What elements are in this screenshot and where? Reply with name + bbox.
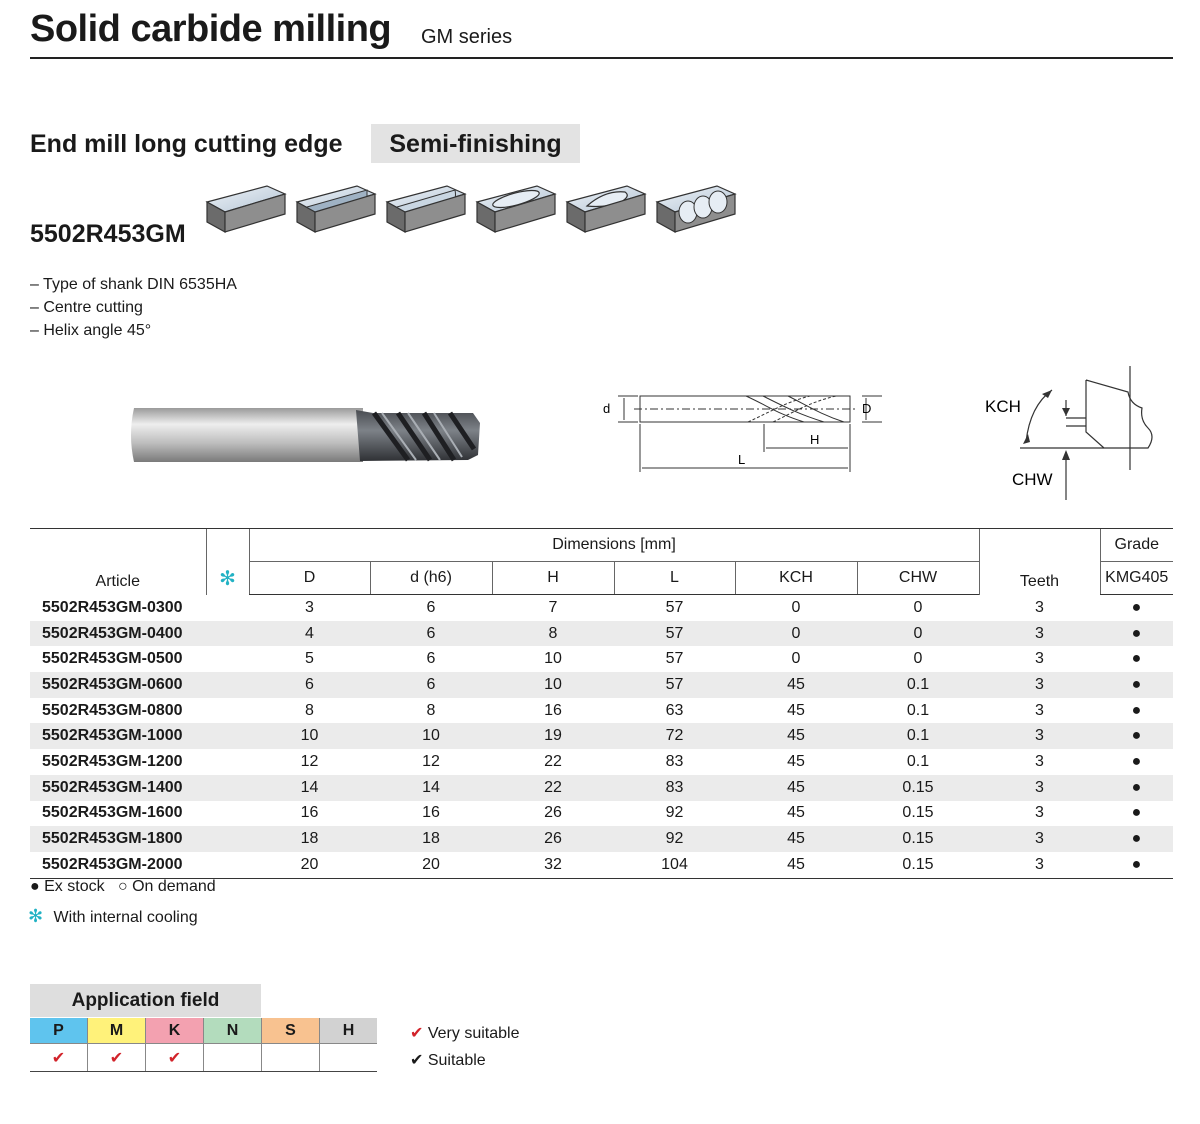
cell-d: 10 [370,723,492,749]
cell-article: 5502R453GM-1400 [30,775,206,801]
check-cell-empty [204,1044,262,1072]
cell-cooling [206,595,249,621]
series-label: GM series [421,26,513,48]
cell-D: 16 [300,804,319,822]
material-K: K [146,1018,204,1044]
column-header-grade: KMG405 [1100,562,1173,595]
cell-D: 12 [300,752,319,770]
cell-D: 8 [305,701,314,719]
cell-cooling [206,826,249,852]
very-suitable-legend [410,1020,519,1047]
end-mill-image [128,405,483,465]
column-header-L: L [614,562,735,595]
drawing-label-D: D [862,401,872,416]
cell-cooling [206,749,249,775]
feature-item: – Helix angle 45° [30,322,152,339]
material-P: P [30,1018,88,1044]
material-M: M [88,1018,146,1044]
cell-grade: ● [1100,852,1173,878]
cell-H: 22 [544,752,562,770]
table-row [30,749,1173,775]
operation-icons [205,180,745,244]
column-header-KCH: KCH [735,562,857,595]
dimensions-table [30,528,1173,879]
cell-KCH: 0 [791,598,801,616]
cell-d: 12 [422,752,440,770]
on-demand-icon: ○ [117,878,128,895]
cell-cooling [206,852,249,878]
cell-CHW: 0 [857,621,979,647]
cell-KCH: 0 [791,650,801,668]
cell-CHW: 0.15 [857,826,979,852]
column-header-teeth: Teeth [979,529,1100,595]
cell-L: 83 [665,752,684,770]
cell-KCH: 45 [735,672,857,698]
cell-cooling [206,646,249,672]
slot-milling-icon [387,186,465,232]
cell-teeth: 3 [979,672,1100,698]
cell-KCH: 45 [787,701,805,719]
check-cell-empty [262,1044,320,1072]
cell-grade: ● [1131,598,1142,616]
cell-d: 6 [426,598,436,616]
cell-grade: ● [1131,752,1142,770]
suitability-row [30,1044,377,1072]
dimensions-table-body [30,595,1173,879]
cell-D: 18 [249,826,370,852]
application-field-title: Application field [30,984,261,1017]
column-header-d: d (h6) [370,562,492,595]
pocket-milling-icon [477,186,555,232]
cell-CHW: 0.15 [902,804,934,822]
cell-d: 6 [426,650,436,668]
table-row [30,826,1173,852]
cell-H: 26 [544,804,562,822]
column-header-CHW: CHW [857,562,979,595]
material-row [30,1018,377,1044]
shoulder-milling-icon [297,186,375,232]
drawing-label-d: d [603,401,611,416]
cell-L: 63 [665,701,684,719]
dimensions-group-header: Dimensions [mm] [249,529,979,562]
drawing-label-H: H [810,432,820,447]
cell-article: 5502R453GM-0500 [42,650,183,668]
grade-group-header: Grade [1100,529,1173,562]
cell-d: 14 [370,775,492,801]
cell-teeth: 3 [1035,650,1044,668]
cell-article: 5502R453GM-1000 [30,723,206,749]
table-row [30,646,1173,672]
suitable-legend [410,1047,519,1074]
ramping-icon [567,186,645,232]
face-milling-icon [207,186,285,232]
cell-H: 32 [492,852,614,878]
cell-KCH: 45 [735,852,857,878]
cell-KCH: 45 [735,775,857,801]
table-row [30,698,1173,724]
chamfer-detail-drawing [980,364,1160,504]
cell-CHW: 0.15 [857,852,979,878]
cell-D: 4 [249,621,370,647]
material-S: S [262,1018,320,1044]
cell-d: 16 [422,804,440,822]
cell-H: 10 [544,650,562,668]
column-header-D: D [249,562,370,595]
material-H: H [320,1018,378,1044]
cell-CHW: 0.1 [857,672,979,698]
cell-d: 18 [370,826,492,852]
cell-article: 5502R453GM-0800 [42,701,183,719]
cooling-label: With internal cooling [53,909,198,926]
cell-cooling [206,698,249,724]
cell-D: 3 [305,598,314,616]
suitable-label: Suitable [427,1052,486,1069]
cell-KCH: 45 [735,723,857,749]
cooling-legend [28,906,198,927]
cell-CHW: 0 [913,598,923,616]
cell-teeth: 3 [1035,598,1044,616]
cell-H: 7 [548,598,558,616]
cell-KCH: 45 [787,804,805,822]
ex-stock-icon: ● [30,878,40,895]
cell-L: 83 [614,775,735,801]
drawing-label-kch: KCH [985,397,1021,416]
plunging-icon [657,186,735,232]
drawing-label-chw: CHW [1012,470,1053,489]
check-icon: ✔ [88,1044,146,1072]
cell-L: 92 [614,826,735,852]
section-subtitle: End mill long cutting edge [30,130,343,158]
page-title: Solid carbide milling [30,8,392,50]
feature-item: – Centre cutting [30,299,143,316]
cell-L: 72 [614,723,735,749]
cell-L: 57 [665,650,684,668]
cell-CHW: 0.15 [857,775,979,801]
cell-article: 5502R453GM-1200 [42,752,183,770]
cell-KCH: 0 [735,621,857,647]
application-field-table [30,1018,377,1072]
cell-grade: ● [1100,826,1173,852]
cell-cooling [206,801,249,827]
dimension-drawing [598,380,890,480]
cell-grade: ● [1131,701,1142,719]
cell-H: 8 [492,621,614,647]
cell-L: 57 [614,672,735,698]
table-row [30,775,1173,801]
product-code: 5502R453GM [30,220,186,248]
check-cell-empty [320,1044,378,1072]
cell-D: 10 [249,723,370,749]
cell-article: 5502R453GM-1800 [30,826,206,852]
finish-badge: Semi-finishing [371,124,580,163]
cell-article: 5502R453GM-0300 [42,598,183,616]
cell-grade: ● [1131,650,1142,668]
cell-grade: ● [1100,672,1173,698]
cell-grade: ● [1131,804,1142,822]
cell-cooling [206,621,249,647]
cell-L: 57 [614,621,735,647]
column-header-H: H [492,562,614,595]
cell-teeth: 3 [979,826,1100,852]
application-legend [410,1020,519,1074]
column-header-article: Article [30,529,206,595]
cell-H: 26 [492,826,614,852]
cell-H: 16 [544,701,562,719]
cell-d: 20 [370,852,492,878]
cell-article: 5502R453GM-2000 [30,852,206,878]
cell-L: 57 [665,598,684,616]
table-row [30,852,1173,878]
cell-CHW: 0.1 [857,723,979,749]
cell-CHW: 0.1 [906,752,930,770]
table-row [30,672,1173,698]
cell-grade: ● [1100,621,1173,647]
cell-H: 22 [492,775,614,801]
cell-d: 6 [370,672,492,698]
check-icon: ✔ [146,1044,204,1072]
feature-item: – Type of shank DIN 6535HA [30,276,237,293]
cell-teeth: 3 [1035,701,1044,719]
ex-stock-label: Ex stock [44,878,105,895]
cell-CHW: 0.1 [906,701,930,719]
cooling-header [206,529,249,595]
material-N: N [204,1018,262,1044]
cell-cooling [206,775,249,801]
cell-article: 5502R453GM-0600 [30,672,206,698]
cell-teeth: 3 [979,621,1100,647]
table-row [30,801,1173,827]
cell-L: 92 [665,804,684,822]
cell-d: 8 [426,701,436,719]
cell-CHW: 0 [913,650,923,668]
cell-H: 19 [492,723,614,749]
cell-article: 5502R453GM-0400 [30,621,206,647]
cell-D: 6 [249,672,370,698]
cooling-icon: ✻ [28,906,44,926]
cell-cooling [206,723,249,749]
black-check-icon: ✔ [410,1052,424,1069]
drawing-label-L: L [738,452,746,467]
cell-teeth: 3 [1035,804,1044,822]
cell-teeth: 3 [979,852,1100,878]
cell-teeth: 3 [979,723,1100,749]
cell-KCH: 45 [787,752,805,770]
red-check-icon: ✔ [410,1025,424,1042]
cooling-icon: ✻ [219,567,236,590]
on-demand-label: On demand [132,878,216,895]
table-row [30,723,1173,749]
cell-H: 10 [492,672,614,698]
check-icon: ✔ [30,1044,88,1072]
cell-d: 6 [370,621,492,647]
feature-list [30,273,237,342]
cell-article: 5502R453GM-1600 [42,804,183,822]
very-suitable-label: Very suitable [427,1025,520,1042]
cell-grade: ● [1100,775,1173,801]
cell-D: 5 [305,650,314,668]
title-divider [30,57,1173,59]
cell-teeth: 3 [1035,752,1044,770]
cell-L: 104 [614,852,735,878]
stock-legend [30,878,216,896]
cell-D: 14 [249,775,370,801]
cell-cooling [206,672,249,698]
cell-D: 20 [249,852,370,878]
cell-teeth: 3 [979,775,1100,801]
cell-grade: ● [1100,723,1173,749]
table-row [30,595,1173,621]
table-row [30,621,1173,647]
cell-KCH: 45 [735,826,857,852]
